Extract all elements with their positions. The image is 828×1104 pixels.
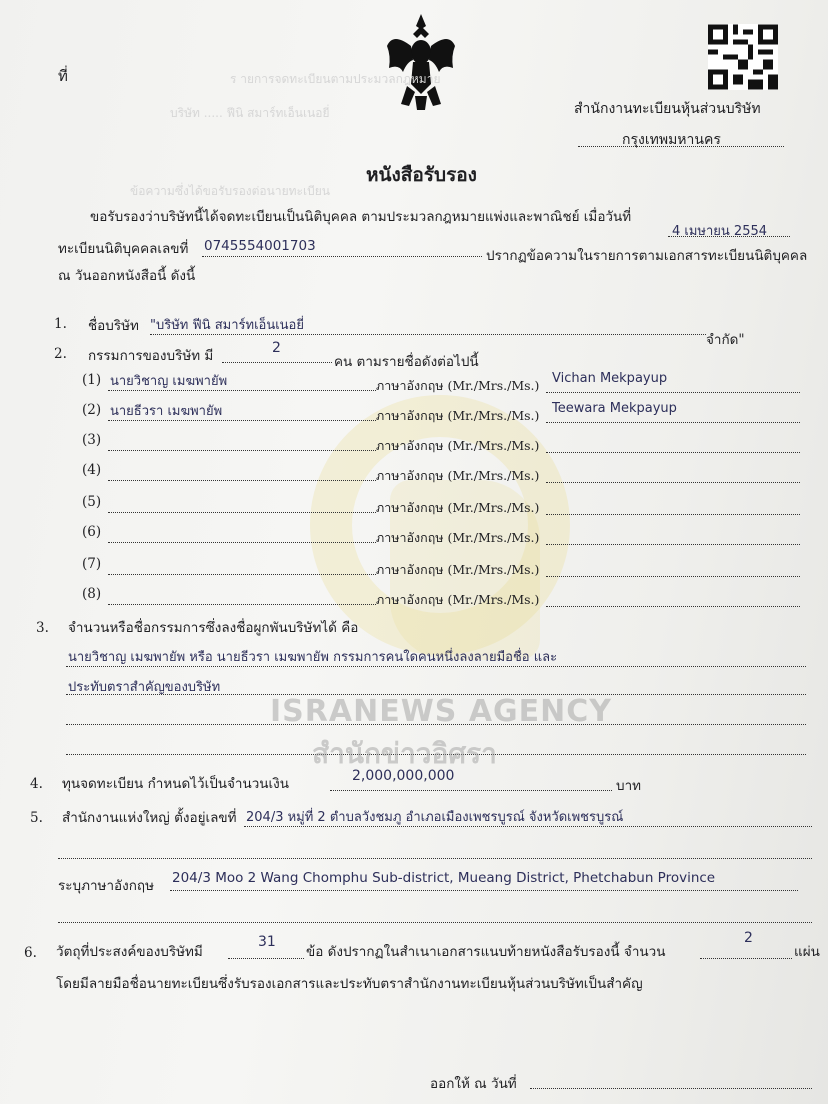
item2-number: 2. — [54, 346, 67, 362]
director-thai-name: นายธีวรา เมฆพายัพ — [110, 404, 223, 419]
director-number: (8) — [82, 586, 102, 602]
director-thai-line — [108, 542, 376, 543]
intro-line2-prefix: ทะเบียนนิติบุคคลเลขที่ — [58, 241, 189, 257]
item6-number: 6. — [24, 945, 37, 961]
director-eng-line — [546, 482, 800, 483]
objective-count-line — [228, 958, 304, 959]
director-eng-label: ภาษาอังกฤษ (Mr./Mrs./Ms.) — [376, 530, 540, 545]
office-name: สำนักงานทะเบียนหุ้นส่วนบริษัท — [574, 101, 761, 117]
item5-label: สำนักงานแห่งใหญ่ ตั้งอยู่เลขที่ — [62, 810, 237, 826]
director-thai-name: นายวิชาญ เมฆพายัพ — [110, 374, 228, 389]
address-thai: 204/3 หมู่ที่ 2 ตำบลวังชมภู อำเภอเมืองเพชรบูรณ์ จังหวัดเพชรบูรณ์ — [246, 810, 624, 825]
garuda-emblem-icon — [385, 12, 457, 112]
director-eng-line — [546, 422, 800, 423]
page-unit: แผ่น — [794, 944, 820, 960]
ref-label: ที่ — [58, 67, 68, 85]
director-number: (5) — [82, 494, 102, 510]
objective-count: 31 — [258, 934, 276, 950]
item1-suffix: จำกัด" — [706, 332, 745, 348]
company-name: "บริษัท ฟีนิ สมาร์ทเอ็นเนอยี่ — [150, 318, 304, 333]
item1-number: 1. — [54, 316, 67, 332]
director-number: (3) — [82, 432, 102, 448]
office-city: กรุงเทพมหานคร — [622, 132, 721, 148]
director-eng-line — [546, 392, 800, 393]
item1-label: ชื่อบริษัท — [88, 318, 139, 334]
reg-no: 0745554001703 — [204, 238, 316, 254]
director-number: (7) — [82, 556, 102, 572]
item2-suffix: คน ตามรายชื่อดังต่อไปนี้ — [334, 354, 479, 370]
capital-line — [330, 790, 612, 791]
director-eng-name: Teewara Mekpayup — [552, 401, 677, 416]
director-eng-line — [546, 606, 800, 607]
director-eng-label: ภาษาอังกฤษ (Mr./Mrs./Ms.) — [376, 378, 540, 393]
item6-line2: โดยมีลายมือชื่อนายทะเบียนซึ่งรับรองเอกสารและประทับตราสำนักงานทะเบียนหุ้นส่วนบริษัทเป็นสำคัญ — [56, 976, 643, 992]
item3-number: 3. — [36, 620, 49, 636]
page-count-line — [700, 958, 792, 959]
registered-capital: 2,000,000,000 — [352, 768, 455, 784]
director-eng-label: ภาษาอังกฤษ (Mr./Mrs./Ms.) — [376, 592, 540, 607]
reg-no-line — [202, 256, 482, 257]
issued-date-line — [530, 1088, 812, 1089]
item3-label: จำนวนหรือชื่อกรรมการซึ่งลงชื่อผูกพันบริษัทได้ คือ — [68, 620, 359, 636]
watermark-en: ISRANEWS AGENCY — [270, 694, 613, 729]
signing-authority-line2: ประทับตราสำคัญของบริษัท — [68, 680, 221, 695]
director-eng-label: ภาษาอังกฤษ (Mr./Mrs./Ms.) — [376, 438, 540, 453]
director-count-line — [222, 362, 332, 363]
director-eng-name: Vichan Mekpayup — [552, 371, 668, 386]
director-eng-label: ภาษาอังกฤษ (Mr./Mrs./Ms.) — [376, 408, 540, 423]
director-number: (1) — [82, 372, 102, 388]
director-eng-line — [546, 514, 800, 515]
item4-number: 4. — [30, 776, 43, 792]
reg-date: 4 เมษายน 2554 — [672, 224, 768, 239]
director-eng-line — [546, 544, 800, 545]
document-title: หนังสือรับรอง — [366, 164, 477, 186]
issued-date-label: ออกให้ ณ วันที่ — [430, 1076, 517, 1092]
item6-mid: ข้อ ดังปรากฏในสำเนาเอกสารแนบท้ายหนังสือรับรองนี้ จำนวน — [306, 944, 666, 960]
director-number: (2) — [82, 402, 102, 418]
director-number: (4) — [82, 462, 102, 478]
director-eng-label: ภาษาอังกฤษ (Mr./Mrs./Ms.) — [376, 562, 540, 577]
address-en-line — [170, 890, 798, 891]
director-eng-line — [546, 452, 800, 453]
signing-authority-line1: นายวิชาญ เมฆพายัพ หรือ นายธีวรา เมฆพายัพ กรรมการคนใดคนหนึ่งลงลายมือชื่อ และ — [68, 650, 558, 665]
address-en-label: ระบุภาษาอังกฤษ — [58, 878, 154, 894]
director-thai-line — [108, 512, 376, 513]
address-english: 204/3 Moo 2 Wang Chomphu Sub-district, Mueang District, Phetchabun Province — [172, 870, 716, 886]
item6-label: วัตถุที่ประสงค์ของบริษัทมี — [56, 944, 203, 960]
capital-unit: บาท — [616, 778, 642, 794]
director-thai-line — [108, 480, 376, 481]
qr-code-icon — [708, 24, 778, 90]
director-eng-label: ภาษาอังกฤษ (Mr./Mrs./Ms.) — [376, 500, 540, 515]
item4-label: ทุนจดทะเบียน กำหนดไว้เป็นจำนวนเงิน — [62, 776, 289, 792]
director-eng-label: ภาษาอังกฤษ (Mr./Mrs./Ms.) — [376, 468, 540, 483]
item5-number: 5. — [30, 810, 43, 826]
intro-line3: ณ วันออกหนังสือนี้ ดังนี้ — [58, 268, 196, 284]
intro-line1: ขอรับรองว่าบริษัทนี้ได้จดทะเบียนเป็นนิติบุคคล ตามประมวลกฎหมายแพ่งและพาณิชย์ เมื่อวันที่ — [90, 209, 632, 225]
watermark-th: สำนักข่าวอิศรา — [312, 737, 497, 770]
director-count: 2 — [272, 340, 281, 356]
address-th-line2 — [58, 858, 812, 859]
director-number: (6) — [82, 524, 102, 540]
item2-label: กรรมการของบริษัท มี — [88, 348, 214, 364]
page-count: 2 — [744, 930, 753, 946]
director-thai-line — [108, 604, 376, 605]
director-eng-line — [546, 576, 800, 577]
director-thai-line — [108, 450, 376, 451]
address-en-line2 — [58, 922, 812, 923]
director-thai-line — [108, 574, 376, 575]
intro-line2-suffix: ปรากฏข้อความในรายการตามเอกสารทะเบียนนิติบุคคล — [486, 248, 808, 264]
